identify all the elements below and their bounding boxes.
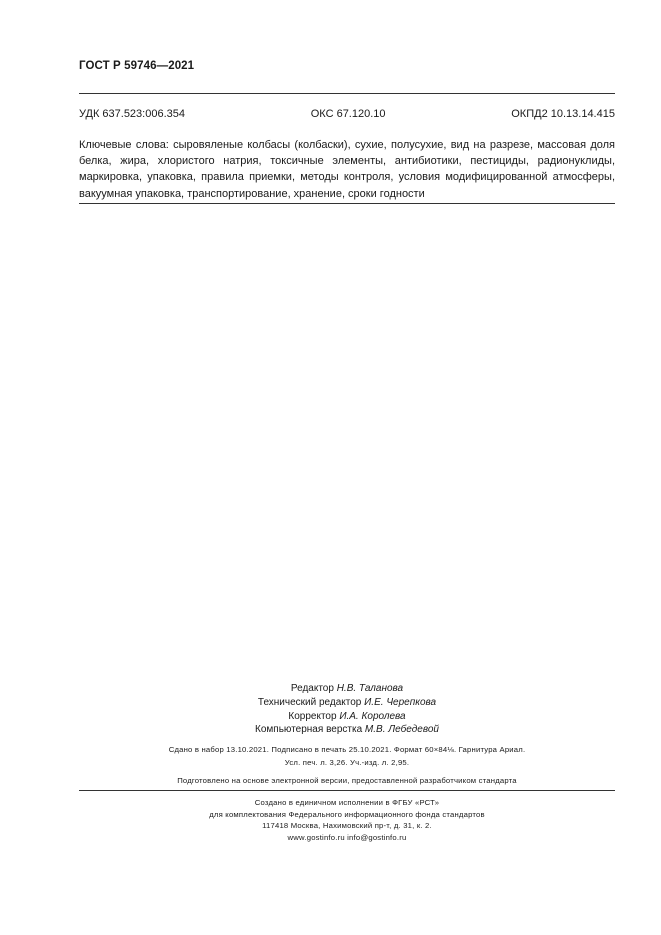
prepared-note: Подготовлено на основе электронной версии, предоставленной разработчиком стандарта [177,776,517,785]
keywords-paragraph: Ключевые слова: сыровяленые колбасы (колбаски), сухие, полусухие, вид на разрезе, массовая доля белка, жира, хлористого натрия, токсичные элементы, антибиотики, пестициды, радионуклиды, маркировка, упаковка, правила приемки, методы контроля, условия модифицированной атмосферы, вакуумная упаковка, транспортирование, хранение, сроки годности [79,139,615,200]
printer-contacts: www.gostinfo.ru info@gostinfo.ru [287,832,407,842]
credit-corrector: Корректор И.А. Королева [288,710,406,722]
printer-info [79,797,615,843]
standard-code: ГОСТ Р 59746—2021 [79,60,195,72]
okpd-code: ОКПД2 10.13.14.415 [511,108,615,120]
keywords-divider [79,203,615,204]
footer-divider [79,790,615,791]
publication-sheets: Усл. печ. л. 3,26. Уч.-изд. л. 2,95. [284,758,410,767]
credit-layout: Компьютерная верстка М.В. Лебедевой [255,724,439,736]
editorial-credits [79,682,615,737]
printer-address: 117418 Москва, Нахимовский пр-т, д. 31, к. 2. [262,821,432,830]
credit-editor: Редактор Н.В. Таланова [290,683,404,694]
classification-row [79,108,615,120]
printer-line-1: Создано в единичном исполнении в ФГБУ «РСТ» [254,798,440,807]
oks-code: ОКС 67.120.10 [310,108,386,120]
header-divider [79,93,615,94]
publication-info [79,743,615,769]
printer-line-2: для комплектования Федерального информационного фонда стандартов [209,809,485,819]
publication-dates: Сдано в набор 13.10.2021. Подписано в печать 25.10.2021. Формат 60×84⅛. Гарнитура Ариал. [168,745,526,754]
credit-tech-editor: Технический редактор И.Е. Черепкова [257,696,437,708]
udk-code: УДК 637.523:006.354 [79,108,185,120]
